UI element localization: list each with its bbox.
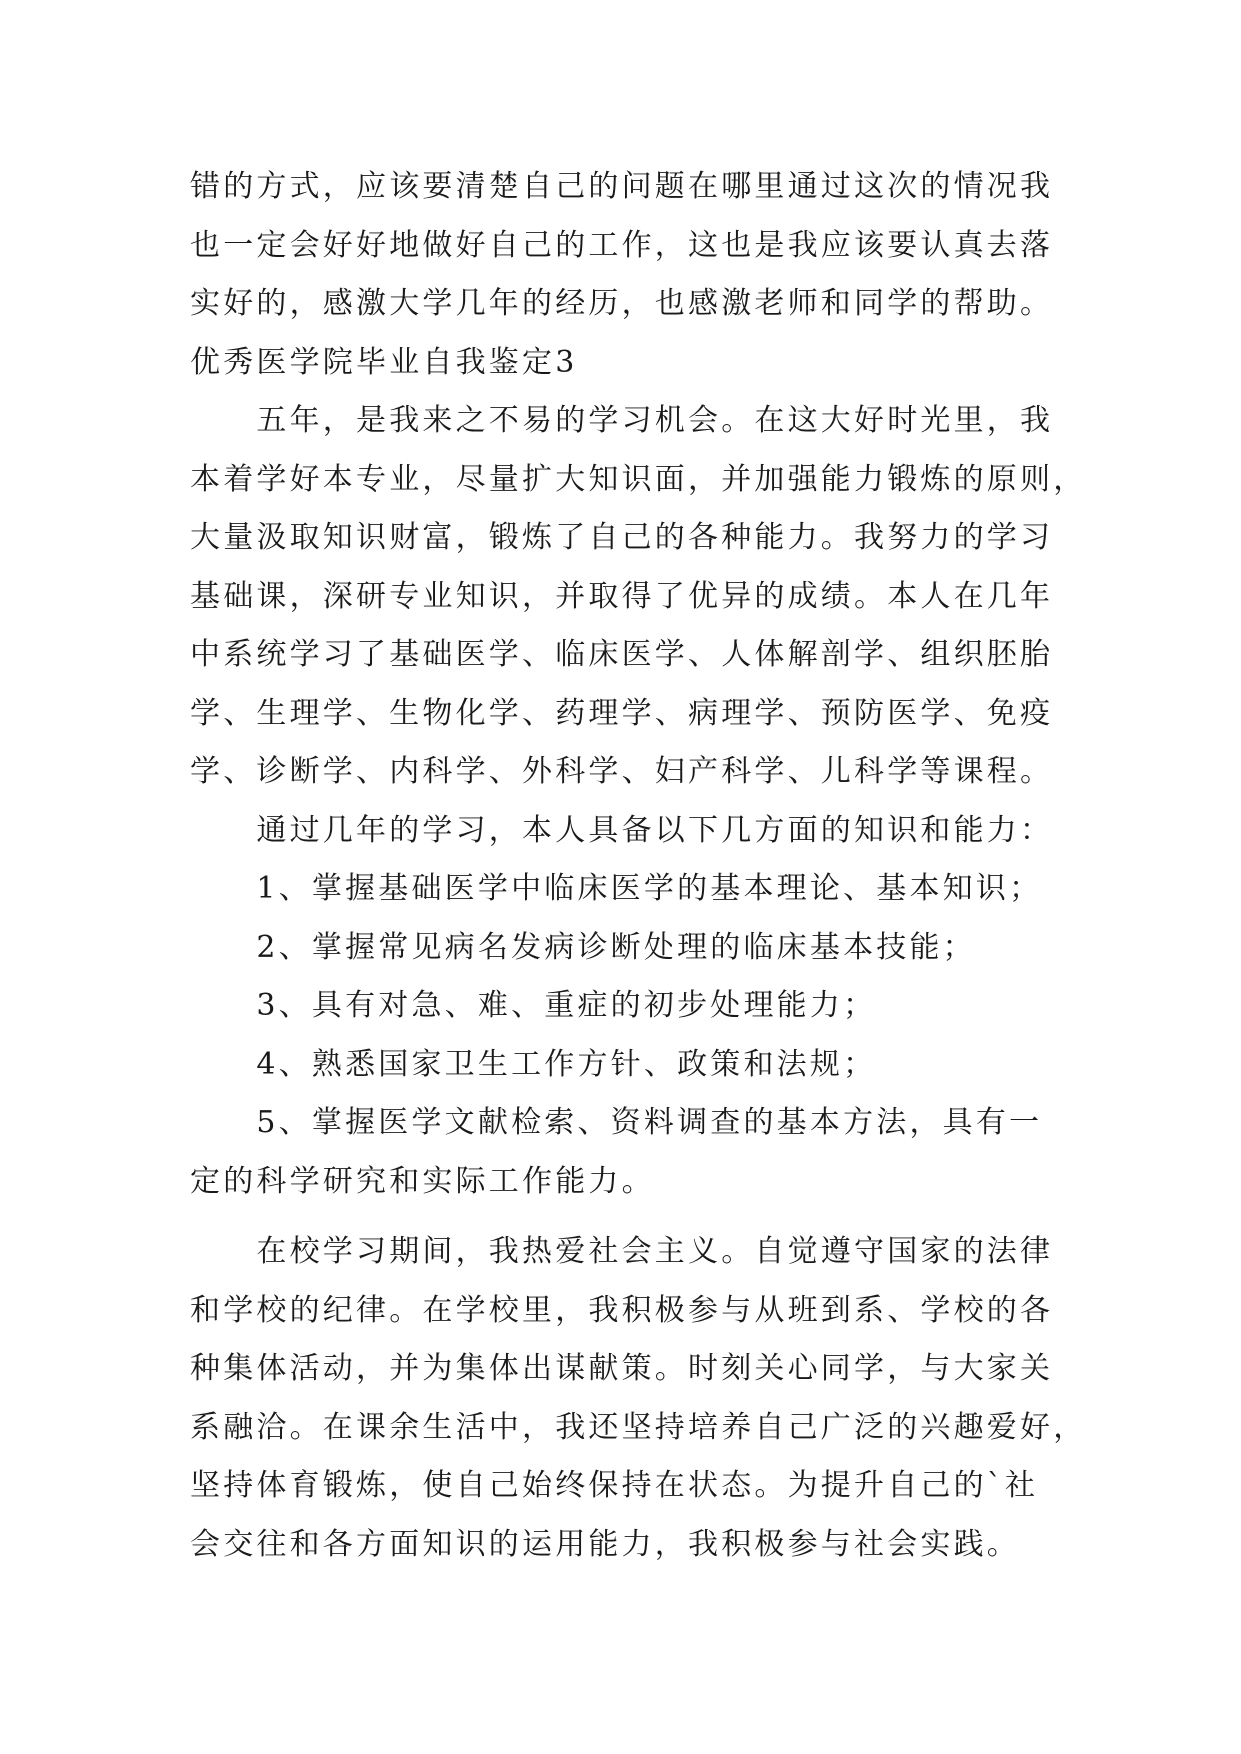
list-item-continuation: 定的科学研究和实际工作能力。 — [190, 1163, 655, 1199]
text-line: 会交往和各方面知识的运用能力，我积极参与社会实践。 — [190, 1526, 1020, 1562]
text-line: 中系统学习了基础医学、临床医学、人体解剖学、组织胚胎 — [190, 637, 1054, 672]
list-item: 4、熟悉国家卫生工作方针、政策和法规； — [190, 1046, 877, 1082]
text-line: 在校学习期间，我热爱社会主义。自觉遵守国家的法律 — [190, 1234, 1054, 1269]
text-line: 和学校的纪律。在学校里，我积极参与从班到系、学校的各 — [190, 1292, 1054, 1328]
list-item: 2、掌握常见病名发病诊断处理的临床基本技能； — [190, 929, 976, 965]
document-body — [190, 158, 1087, 1574]
text-line: 种集体活动，并为集体出谋献策。时刻关心同学，与大家关 — [190, 1351, 1054, 1386]
text-line: 基础课，深研专业知识，并取得了优异的成绩。本人在几年 — [190, 578, 1054, 614]
text-line: 也一定会好好地做好自己的工作，这也是我应该要认真去落 — [190, 227, 1054, 263]
text-line: 大量汲取知识财富，锻炼了自己的各种能力。我努力的学习 — [190, 520, 1054, 555]
text-line: 坚持体育锻炼，使自己始终保持在状态。为提升自己的`社 — [190, 1468, 1039, 1503]
text-line: 本着学好本专业，尽量扩大知识面，并加强能力锻炼的原则， — [190, 461, 1087, 497]
text-line: 学、生理学、生物化学、药理学、病理学、预防医学、免疫 — [190, 695, 1054, 731]
list-item: 3、具有对急、难、重症的初步处理能力； — [190, 988, 877, 1023]
paragraph-gap — [190, 1211, 1050, 1223]
text-line: 通过几年的学习，本人具备以下几方面的知识和能力： — [190, 812, 1054, 848]
section-heading: 优秀医学院毕业自我鉴定3 — [190, 344, 578, 380]
text-line: 系融洽。在课余生活中，我还坚持培养自己广泛的兴趣爱好， — [190, 1409, 1087, 1445]
text-line: 实好的，感激大学几年的经历，也感激老师和同学的帮助。 — [190, 286, 1054, 321]
list-item: 5、掌握医学文献检索、资料调查的基本方法，具有一 — [190, 1105, 1043, 1140]
text-line: 五年，是我来之不易的学习机会。在这大好时光里，我 — [190, 403, 1054, 438]
list-item: 1、掌握基础医学中临床医学的基本理论、基本知识； — [190, 871, 1043, 906]
text-line: 错的方式，应该要清楚自己的问题在哪里通过这次的情况我 — [190, 169, 1054, 204]
text-line: 学、诊断学、内科学、外科学、妇产科学、儿科学等课程。 — [190, 754, 1054, 789]
